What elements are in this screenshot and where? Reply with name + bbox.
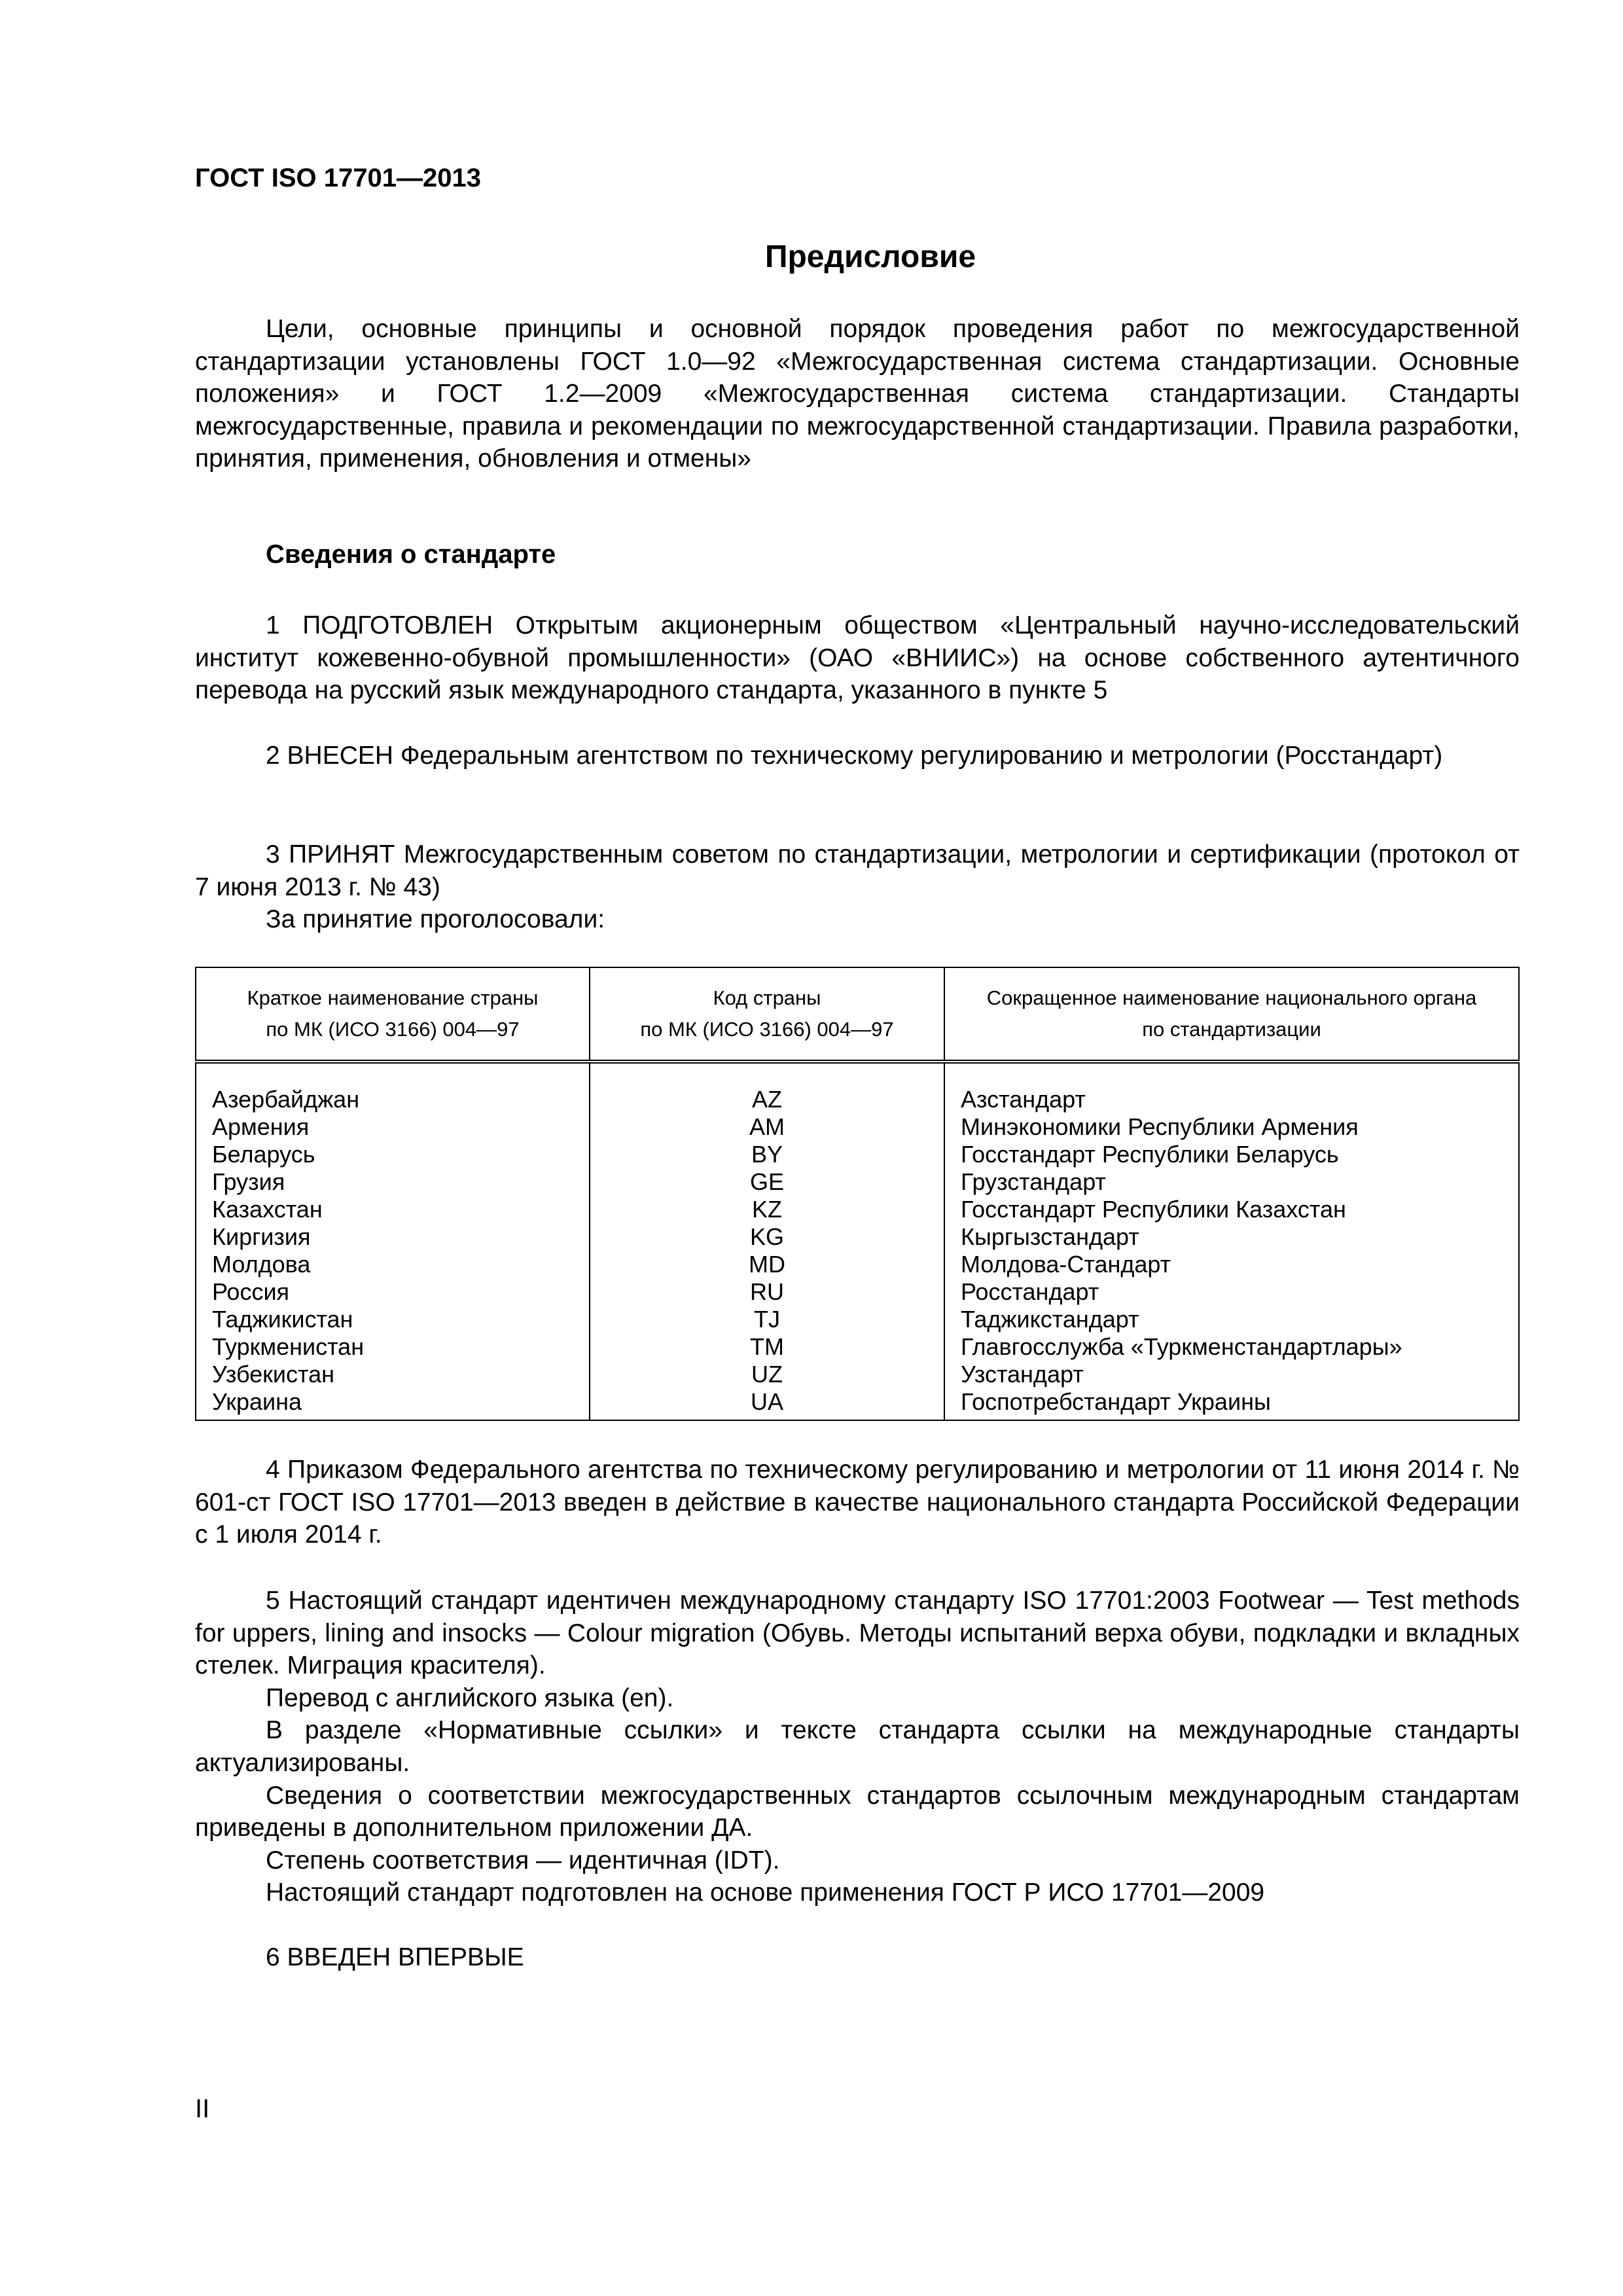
item-5-degree: Степень соответствия — идентичная (IDT).	[266, 1846, 780, 1874]
table-row	[196, 1223, 1519, 1251]
cell-code: KG	[590, 1223, 944, 1251]
item-1-text: 1 ПОДГОТОВЛЕН Открытым акционерным обществом «Центральный научно-исследовательский институт кожевенно-обувной промышленности» (ОАО «ВНИИС») на основе собственного аутентичного перевода на русский язык международного стандарта, указанного в пункте 5	[195, 611, 1520, 705]
voting-table	[195, 967, 1520, 1421]
cell-body: Кыргызстандарт	[944, 1223, 1519, 1251]
table-row	[196, 1361, 1519, 1388]
item-3-voters-label: За принятие проголосовали:	[266, 905, 605, 934]
table-row	[196, 1388, 1519, 1420]
table-row	[196, 1113, 1519, 1141]
item-4	[195, 1454, 1520, 1551]
item-5-translation: Перевод с английского языка (en).	[266, 1683, 674, 1712]
cell-code: TJ	[590, 1306, 944, 1333]
cell-body: Госстандарт Республики Казахстан	[944, 1196, 1519, 1223]
cell-body: Госстандарт Республики Беларусь	[944, 1141, 1519, 1168]
intro-text: Цели, основные принципы и основной порядок проведения работ по межгосударственной стандартизации установлены ГОСТ 1.0—92 «Межгосударственная система стандартизации. Основные положения» и ГОСТ 1.2—2009 «Межгосударственная система стандартизации. Стандарты межгосударственные, правила и рекомендации по межгосударственной стандартизации. Правила разработки, принятия, применения, обновления и отмены»	[195, 315, 1520, 473]
table-header-row	[196, 967, 1519, 1062]
header-line: по МК (ИСО 3166) 004—97	[640, 1018, 894, 1041]
cell-country: Азербайджан	[196, 1062, 590, 1113]
cell-code: BY	[590, 1141, 944, 1168]
cell-country: Узбекистан	[196, 1361, 590, 1388]
cell-body: Таджикстандарт	[944, 1306, 1519, 1333]
header-line: Краткое наименование страны	[247, 986, 539, 1009]
item-2	[195, 740, 1520, 772]
item-5-basis: Настоящий стандарт подготовлен на основе применения ГОСТ Р ИСО 17701—2009	[266, 1878, 1265, 1907]
cell-code: MD	[590, 1251, 944, 1278]
cell-code: GE	[590, 1168, 944, 1196]
cell-body: Росстандарт	[944, 1278, 1519, 1306]
item-4-text: 4 Приказом Федерального агентства по техническому регулированию и метрологии от 11 июня 2014 г. № 601-ст ГОСТ ISO 17701—2013 введен в действие в качестве национального стандарта Российской Федерации с 1 июля 2014 г.	[195, 1456, 1520, 1549]
cell-code: UA	[590, 1388, 944, 1420]
item-5-text: 5 Настоящий стандарт идентичен международному стандарту ISO 17701:2003 Footwear — Test methods for uppers, lining and insocks — Colour migration (Обувь. Методы испытаний верха обуви, подкладки и вкладных стелек. Миграция красителя).	[195, 1587, 1520, 1680]
header-line: по МК (ИСО 3166) 004—97	[266, 1018, 520, 1041]
intro-paragraph	[195, 313, 1520, 475]
cell-country: Казахстан	[196, 1196, 590, 1223]
cell-code: TM	[590, 1333, 944, 1361]
item-6-text: 6 ВВЕДЕН ВПЕРВЫЕ	[266, 1943, 524, 1971]
cell-body: Госпотребстандарт Украины	[944, 1388, 1519, 1420]
cell-country: Грузия	[196, 1168, 590, 1196]
item-5-correspondence: Сведения о соответствии межгосударственных стандартов ссылочным международным стандартам приведены в дополнительном приложении ДА.	[195, 1781, 1520, 1842]
document-header: ГОСТ ISO 17701—2013	[195, 164, 481, 192]
cell-body: Молдова-Стандарт	[944, 1251, 1519, 1278]
header-country	[196, 967, 590, 1062]
cell-country: Армения	[196, 1113, 590, 1141]
item-3-text: 3 ПРИНЯТ Межгосударственным советом по стандартизации, метрологии и сертификации (протокол от 7 июня 2013 г. № 43)	[195, 840, 1520, 901]
cell-body: Азстандарт	[944, 1062, 1519, 1113]
cell-body: Минэкономики Республики Армения	[944, 1113, 1519, 1141]
table-row	[196, 1306, 1519, 1333]
item-5	[195, 1585, 1520, 1909]
page-title: Предисловие	[764, 240, 976, 274]
cell-country: Туркменистан	[196, 1333, 590, 1361]
table-row	[196, 1196, 1519, 1223]
header-body	[944, 967, 1519, 1062]
cell-body: Главгосслужба «Туркменстандартлары»	[944, 1333, 1519, 1361]
table-row	[196, 1062, 1519, 1113]
cell-code: UZ	[590, 1361, 944, 1388]
cell-country: Таджикистан	[196, 1306, 590, 1333]
header-line: Код страны	[713, 986, 821, 1009]
table-row	[196, 1333, 1519, 1361]
cell-country: Молдова	[196, 1251, 590, 1278]
item-3	[195, 838, 1520, 936]
cell-code: RU	[590, 1278, 944, 1306]
page-number: II	[195, 2094, 210, 2123]
item-1	[195, 609, 1520, 707]
table-row	[196, 1141, 1519, 1168]
header-line: по стандартизации	[1142, 1018, 1321, 1041]
cell-country: Украина	[196, 1388, 590, 1420]
item-6	[195, 1941, 1520, 1974]
cell-body: Грузстандарт	[944, 1168, 1519, 1196]
table-row	[196, 1251, 1519, 1278]
table-row	[196, 1168, 1519, 1196]
cell-code: AZ	[590, 1062, 944, 1113]
table-row	[196, 1278, 1519, 1306]
item-5-references: В разделе «Нормативные ссылки» и тексте стандарта ссылки на международные стандарты актуализированы.	[195, 1716, 1520, 1777]
cell-body: Узстандарт	[944, 1361, 1519, 1388]
item-2-text: 2 ВНЕСЕН Федеральным агентством по техническому регулированию и метрологии (Росстандарт)	[266, 742, 1443, 770]
cell-code: AM	[590, 1113, 944, 1141]
section-title: Сведения о стандарте	[266, 540, 556, 569]
cell-country: Киргизия	[196, 1223, 590, 1251]
header-line: Сокращенное наименование национального органа	[986, 986, 1477, 1009]
header-code	[590, 967, 944, 1062]
cell-code: KZ	[590, 1196, 944, 1223]
cell-country: Беларусь	[196, 1141, 590, 1168]
cell-country: Россия	[196, 1278, 590, 1306]
